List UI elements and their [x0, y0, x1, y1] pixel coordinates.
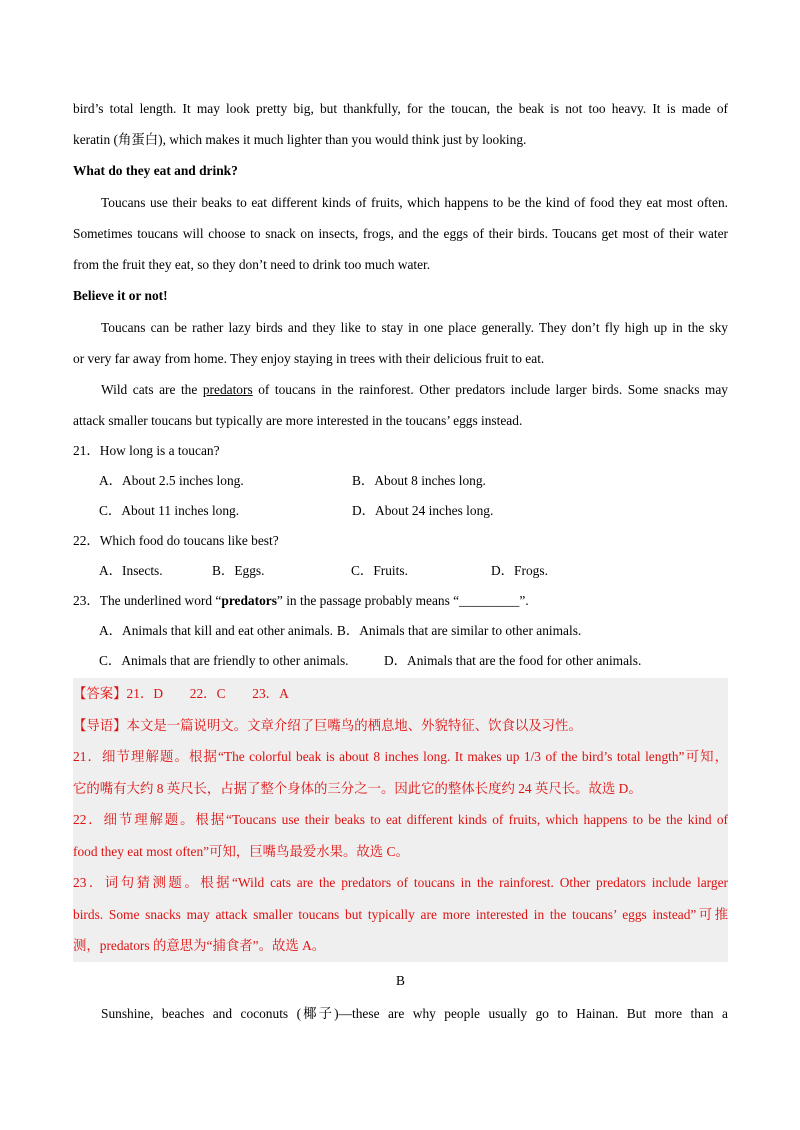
underlined-word-predators: predators — [202, 382, 253, 397]
passage-paragraph-2-line-2: Sometimes toucans will choose to snack on insects, frogs, and the eggs of their birds. Toucans get most of their water — [73, 226, 728, 241]
option-c: C．Animals that are friendly to other animals. — [99, 653, 349, 668]
question-22: 22．Which food do toucans like best? — [73, 533, 279, 548]
text-segment: Wild cats are the — [101, 382, 203, 397]
answer-22-line-1: 22．细节理解题。根据“Toucans use their beaks to eat different kinds of fruits, which happens to be the kind of — [73, 812, 728, 827]
answer-21-line-2: 它的嘴有大约 8 英尺长，占据了整个身体的三分之一。因此它的整体长度约 24 英尺长。故选 D。 — [73, 780, 642, 796]
answer-explanation-box — [73, 678, 728, 962]
page-content — [73, 93, 728, 1029]
option-a: A．About 2.5 inches long. — [99, 473, 244, 488]
passage-paragraph-4-line-1 — [73, 374, 728, 405]
answer-23-line-3: 测，predators 的意思为“捕食者”。故选 A。 — [73, 938, 326, 953]
question-23-options-row-1 — [73, 616, 728, 646]
question-22-options — [73, 556, 728, 586]
option-a: A．Insects. — [99, 563, 163, 578]
answer-23-line-1: 23．词句猜测题。根据“Wild cats are the predators of toucans in the rainforest. Other predators include larger — [73, 875, 728, 890]
answer-23-line-2: birds. Some snacks may attack smaller toucans but typically are more interested in the toucans’ eggs instead”可推 — [73, 906, 728, 922]
answer-key: 【答案】21．D 22．C 23．A — [73, 686, 289, 701]
passage-paragraph-1-line-1: bird’s total length. It may look pretty big, but thankfully, for the toucan, the beak is not too heavy. It is made of — [73, 101, 728, 116]
option-d: D．Frogs. — [491, 563, 548, 578]
answer-intro: 【导语】本文是一篇说明文。文章介绍了巨嘴鸟的栖息地、外貌特征、饮食以及习性。 — [73, 717, 582, 733]
answer-21-line-1: 21．细节理解题。根据“The colorful beak is about 8 inches long. It makes up 1/3 of the bird’s total length”可知， — [73, 749, 728, 764]
option-b: B．Eggs. — [212, 563, 265, 578]
next-passage-line-1: Sunshine, beaches and coconuts (椰子)—these are why people usually go to Hainan. But more than a — [101, 1005, 728, 1021]
section-heading-eat-drink: What do they eat and drink? — [73, 163, 238, 178]
text-segment: ” in the passage probably means “_________”. — [276, 593, 529, 608]
option-a: A．Animals that kill and eat other animals. — [99, 623, 333, 638]
question-21-options-row-2 — [73, 496, 728, 526]
question-23-options-row-2 — [73, 646, 728, 676]
option-c: C．Fruits. — [351, 563, 408, 578]
passage-paragraph-2-line-1: Toucans use their beaks to eat different kinds of fruits, which happens to be the kind of food they eat most often. — [101, 195, 728, 210]
bold-word-predators: predators — [221, 593, 277, 608]
option-b: B．Animals that are similar to other animals. — [336, 623, 582, 638]
text-segment: of toucans in the rainforest. Other predators include larger birds. Some snacks may — [252, 382, 728, 397]
passage-paragraph-1-line-2: keratin (角蛋白), which makes it much lighter than you would think just by looking. — [73, 132, 527, 147]
option-b: B．About 8 inches long. — [352, 473, 486, 488]
section-label-b: B — [396, 972, 405, 988]
answer-22-line-2: food they eat most often”可知，巨嘴鸟最爱水果。故选 C。 — [73, 843, 409, 859]
option-d: D．Animals that are the food for other animals. — [384, 653, 642, 668]
passage-paragraph-4-line-2: attack smaller toucans but typically are more interested in the toucans’ eggs instead. — [73, 413, 523, 428]
option-c: C．About 11 inches long. — [99, 503, 240, 518]
passage-paragraph-3-line-2: or very far away from home. They enjoy staying in trees with their delicious fruit to eat. — [73, 351, 545, 366]
question-21: 21．How long is a toucan? — [73, 443, 220, 458]
question-21-options-row-1 — [73, 466, 728, 496]
option-d: D．About 24 inches long. — [352, 503, 494, 518]
passage-paragraph-2-line-3: from the fruit they eat, so they don’t need to drink too much water. — [73, 257, 431, 272]
question-23 — [73, 586, 728, 616]
passage-paragraph-3-line-1: Toucans can be rather lazy birds and they like to stay in one place generally. They don’t fly high up in the sky — [101, 320, 728, 335]
text-segment: 23．The underlined word “ — [73, 593, 222, 608]
section-heading-believe: Believe it or not! — [73, 288, 168, 303]
